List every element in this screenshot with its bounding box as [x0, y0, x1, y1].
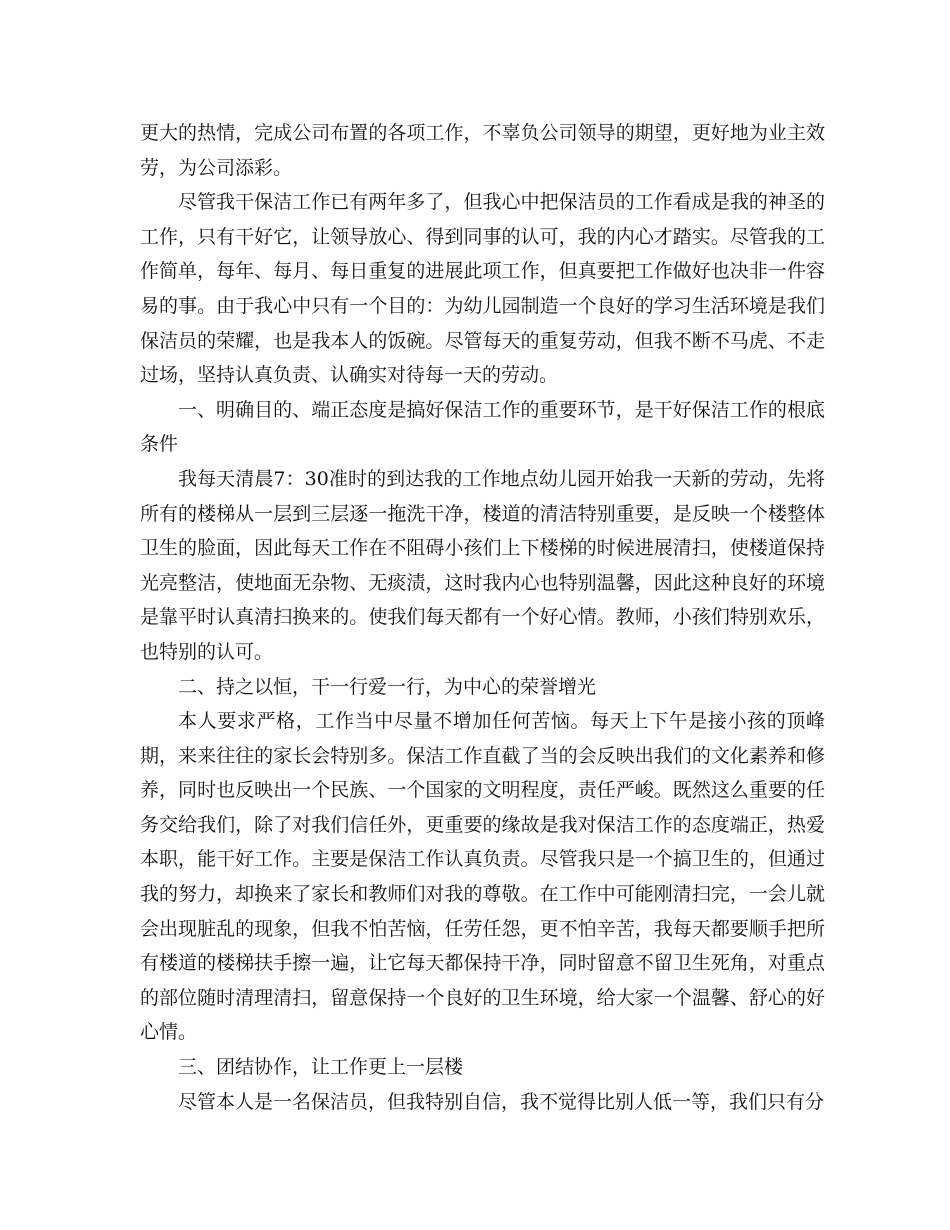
section-heading-1: 一、明确目的、端正态度是搞好保洁工作的重要环节，是干好保洁工作的根底条件: [140, 398, 825, 456]
section-heading-3: 三、团结协作，让工作更上一层楼: [178, 1056, 464, 1079]
paragraph-section-2: 本人要求严格，工作当中尽量不增加任何苦恼。每天上下午是接小孩的顶峰期，来来往往的家长会特别多。保洁工作直截了当的会反映出我们的文化素养和修养，同时也反映出一个民族、一个国家的文明程度，责任严峻。既然这么重要的任务交给我们，除了对我们信任外，更重要的缘故是我对保洁工作的态度端正，热爱本职，能干好工作。主要是保洁工作认真负责。尽管我只是一个搞卫生的，但通过我的努力，却换来了家长和教师们对我的尊敬。在工作中可能刚清扫完，一会儿就会出现脏乱的现象，但我不怕苦恼，任劳任怨，更不怕辛苦，我每天都要顺手把所有楼道的楼梯扶手擦一遍，让它每天都保持干净，同时留意不留卫生死角，对重点的部位随时清理清扫，留意保持一个良好的卫生环境，给大家一个温馨、舒心的好心情。: [140, 710, 825, 1044]
paragraph-section-1: 我每天清晨7：30准时的到达我的工作地点幼儿园开始我一天新的劳动，先将所有的楼梯从一层到三层逐一拖洗干净，楼道的清洁特别重要，是反映一个楼整体卫生的脸面，因此每天工作在不阻碍小孩们上下楼梯的时候进展清扫，使楼道保持光亮整洁，使地面无杂物、无痰渍，这时我内心也特别温馨，因此这种良好的环境是靠平时认真清扫换来的。使我们每天都有一个好心情。教师，小孩们特别欢乐，也特别的认可。: [140, 467, 825, 663]
paragraph-continuation: 更大的热情，完成公司布置的各项工作，不辜负公司领导的期望，更好地为业主效劳，为公司添彩。: [140, 122, 825, 179]
paragraph-section-3: 尽管本人是一名保洁员，但我特别自信，我不觉得比别人低一等，我们只有分: [178, 1090, 825, 1113]
section-heading-2: 二、持之以恒，干一行爱一行，为中心的荣誉增光: [178, 675, 597, 698]
document-body: [140, 116, 825, 1119]
paragraph-intro: 尽管我干保洁工作已有两年多了，但我心中把保洁员的工作看成是我的神圣的工作，只有干好它，让领导放心、得到同事的认可，我的内心才踏实。尽管我的工作简单，每年、每月、每日重复的进展此项工作，但真要把工作做好也决非一件容易的事。由于我心中只有一个目的：为幼儿园制造一个良好的学习生活环境是我们保洁员的荣耀，也是我本人的饭碗。尽管每天的重复劳动，但我不断不马虎、不走过场，坚持认真负责、认确实对待每一天的劳动。: [140, 191, 825, 387]
